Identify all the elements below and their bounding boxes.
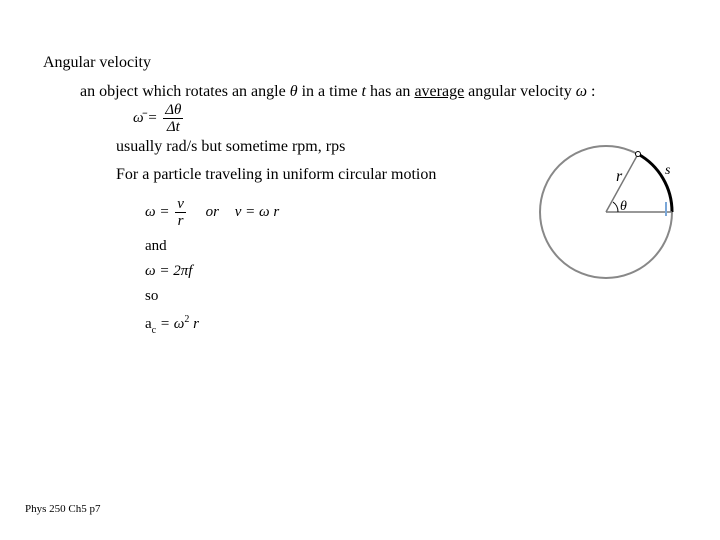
- centripetal-acceleration-equation: [145, 314, 199, 336]
- eq-ac-r: r: [189, 316, 199, 332]
- so-word: so: [145, 288, 159, 304]
- and-word: and: [145, 238, 167, 254]
- eq-avg-lhs: ω̄ =: [133, 109, 158, 126]
- intro-text-5: :: [586, 83, 596, 100]
- average-omega-equation: [133, 102, 185, 135]
- angle-label: θ: [620, 199, 627, 214]
- intro-text-2: in a time: [297, 83, 362, 100]
- intro-text-3: has an: [366, 83, 415, 100]
- eq-v-fraction: [175, 196, 186, 229]
- eq-avg-numerator: Δθ: [165, 102, 182, 118]
- particle-dot: [636, 152, 641, 157]
- units-note: usually rad/s but sometime rpm, rps: [116, 138, 346, 155]
- time-symbol: t: [361, 83, 366, 100]
- eq-v-numerator: v: [177, 196, 184, 212]
- omega-symbol: ω: [575, 83, 587, 100]
- circle-diagram: [530, 140, 690, 300]
- omega-v-over-r-equation: [145, 196, 279, 229]
- eq-avg-fraction: [163, 102, 183, 135]
- eq-v-denominator: r: [177, 213, 184, 229]
- eq-v-or: or: [205, 203, 219, 220]
- average-word: average: [414, 83, 465, 100]
- page-footer: Phys 250 Ch5 p7: [25, 503, 101, 515]
- eq-ac-superscript: 2: [184, 314, 190, 325]
- eq-ac-equals-omega: = ω: [156, 316, 185, 332]
- eq-avg-denominator: Δt: [166, 119, 180, 135]
- slide-title: Angular velocity: [43, 54, 151, 71]
- eq-v-rhs: v = ω r: [234, 203, 280, 220]
- intro-text-4: angular velocity: [464, 83, 576, 100]
- intro-text-1: an object which rotates an angle: [80, 83, 290, 100]
- angle-arc: [613, 202, 618, 212]
- theta-symbol: θ: [289, 83, 298, 100]
- arc-label: s: [665, 163, 671, 178]
- radius-label: r: [616, 168, 623, 185]
- intro-sentence: [80, 83, 595, 101]
- eq-ac-subscript: c: [151, 325, 157, 336]
- eq-ac-a: a: [145, 316, 152, 332]
- eq-v-lhs: ω =: [145, 203, 170, 220]
- uniform-motion-note: For a particle traveling in uniform circular motion: [116, 166, 437, 183]
- omega-frequency-equation: ω = 2πf: [145, 263, 193, 279]
